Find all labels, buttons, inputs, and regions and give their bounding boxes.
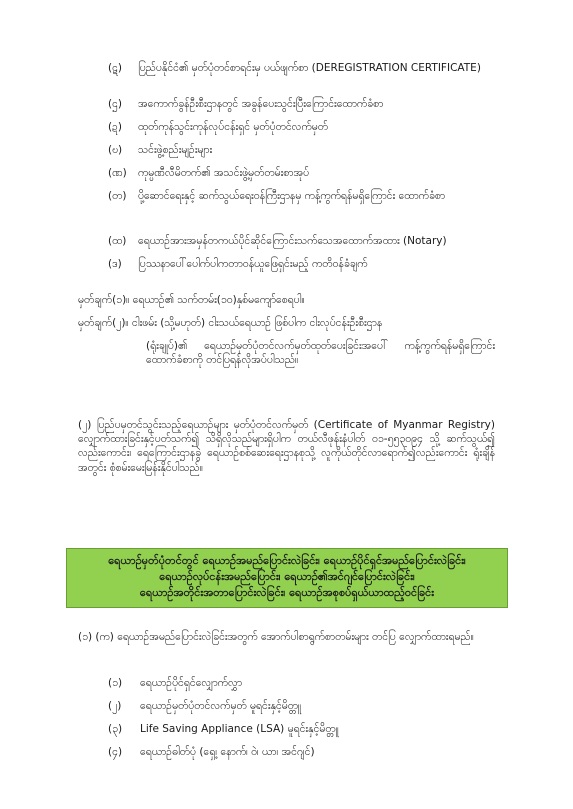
list-item bbox=[108, 189, 495, 203]
note-2-head: မှတ်ချက်(၂)။ ငါးဖမ်း (သို့မဟုတ်) ငါးသယ်ရေယာဉ် ဖြစ်ပါက ငါးလုပ်ငန်းဦးစီးဌာန bbox=[78, 317, 383, 329]
list-item bbox=[108, 676, 495, 690]
list-marker: (၁) bbox=[108, 677, 123, 689]
list-text: ကုမ္ပဏီလီမိတက်၏ အသင်းဖွဲ့မှတ်တမ်းစာအုပ် bbox=[138, 167, 310, 179]
banner-line-2: ရေယာဉ်လုပ်ငန်းအမည်ပြောင်း၊ ရေယာဉ်၏အင်ဂျင်ပြောင်းလဲခြင်း၊ bbox=[159, 569, 415, 583]
list-item bbox=[108, 61, 495, 75]
list-item bbox=[108, 97, 495, 111]
list-text: ရေယာဉ်မှတ်ပုံတင်လက်မှတ် မူရင်းနှင့်မိတ္တူ bbox=[140, 700, 302, 712]
list-item bbox=[108, 166, 495, 180]
note-2-continuation: (ရုံးချုပ်)၏ ရေယာဉ်မှတ်ပုံတင်လက်မှတ်ထုတ်ပေးခြင်းအပေါ် ကန့်ကွက်ရန်မရှိကြောင်း ထောက်ခံစာကို တင်ပြရန်လိုအပ်ပါသည်။ bbox=[146, 340, 495, 367]
list-text: သင်းဖွဲ့စည်းမျဉ်းများ bbox=[138, 144, 213, 156]
list-item bbox=[108, 120, 495, 134]
list-marker: (ထ) bbox=[108, 235, 127, 247]
list-text: ပို့ဆောင်ရေးနှင့် ဆက်သွယ်ရေးဝန်ကြီးဌာနမှ ကန့်ကွက်ရန်မရှိကြောင်း ထောက်ခံစာ bbox=[138, 190, 446, 202]
list-marker: (၂) bbox=[108, 700, 122, 712]
list-marker: (ဋ) bbox=[108, 62, 123, 74]
list-item bbox=[108, 234, 495, 248]
banner-line-1: ရေယာဉ်မှတ်ပုံတင်တွင် ရေယာဉ်အမည်ပြောင်းလဲခြင်း၊ ရေယာဉ်ပိုင်ရှင်အမည်ပြောင်းလဲခြင်း၊ bbox=[108, 554, 466, 567]
list-text: ပြည်ပနိုင်ငံ၏ မှတ်ပုံတင်စာရင်းမှ ပယ်ဖျက်စာ (DEREGISTRATION CERTIFICATE) bbox=[138, 62, 481, 74]
list-item bbox=[108, 699, 495, 713]
list-marker: (၃) bbox=[108, 723, 123, 735]
name-change-paragraph: (၁) (က) ရေယာဉ်အမည်ပြောင်းလဲခြင်းအတွက် အောက်ပါစာရွက်စာတမ်းများ တင်ပြ လျှောက်ထားရမည်။ bbox=[78, 631, 474, 643]
list-marker: (ဒ) bbox=[108, 258, 122, 270]
list-text: ရေယာဉ်အားအမှန်တကယ်ပိုင်ဆိုင်ကြောင်းသက်သေအထောက်အထား (Notary) bbox=[138, 235, 447, 247]
list-item bbox=[108, 745, 495, 759]
list-item bbox=[108, 143, 495, 157]
list-marker: (ဍ) bbox=[108, 121, 123, 133]
list-text: ပြဿနာပေါ်ပေါက်ပါကတာဝန်ယူဖြေရှင်းမည့် ကတိဝန်ခံချက် bbox=[138, 258, 368, 270]
list-marker: (ဌ) bbox=[108, 98, 123, 110]
list-marker: (တ) bbox=[108, 190, 127, 202]
list-item bbox=[108, 257, 495, 271]
list-text: Life Saving Appliance (LSA) မူရင်းနှင့်မိတ္တူ bbox=[140, 723, 339, 735]
list-marker: (ဏ) bbox=[108, 167, 127, 179]
list-text: ထုတ်ကုန်သွင်းကုန်လုပ်ငန်းရှင် မှတ်ပုံတင်လက်မှတ် bbox=[138, 121, 328, 133]
section-banner bbox=[66, 548, 508, 608]
list-text: ရေယာဉ်ပိုင်ရှင်လျှောက်လွှာ bbox=[140, 677, 243, 689]
list-item bbox=[108, 722, 495, 736]
banner-line-3: ရေယာဉ်အတိုင်းအတာပြောင်းလဲခြင်း၊ ရေယာဉ်အစုစပ်ရှယ်ယာထည့်ဝင်ခြင်း bbox=[139, 585, 435, 599]
list-text: အကောက်ခွန်ဦးစီးဌာနတွင် အခွန်ပေးသွင်းပြီးကြောင်းထောက်ခံစာ bbox=[138, 98, 384, 110]
list-marker: (ဎ) bbox=[108, 144, 123, 156]
note-1: မှတ်ချက်(၁)။ ရေယာဉ်၏ သက်တမ်း(၁၀)နှစ်မကျော်စေရပါ။ bbox=[78, 294, 305, 306]
list-marker: (၄) bbox=[108, 746, 123, 758]
contact-paragraph: (၂) ပြည်ပမှတင်သွင်းသည့်ရေယာဉ်များ မှတ်ပုံတင်လက်မှတ် (Certificate of Myanmar Registry) လျှောက်ထားခြင်းနှင့်ပတ်သက်၍ သိရှိလိုသည်များရှိပါက တယ်လီဖုန်းနံပါတ် ၀၁-၅၅၃၀၉၄ သို့ ဆက်သွယ်၍ လည်းကောင်း၊ ရေကြောင်းဌာနခွဲ ရေယာဉ်စစ်ဆေးရေးဌာနစုသို့ လူကိုယ်တိုင်လာရောက်၍လည်းကောင်း ရုံးချိန်အတွင်း စုံစမ်းမေးမြန်းနိုင်ပါသည်။ bbox=[78, 419, 495, 474]
list-text: ရေယာဉ်ဓါတ်ပုံ (ရှေ့၊ နောက်၊ ဝဲ၊ ယာ၊ အင်ဂျင်) bbox=[140, 746, 315, 758]
